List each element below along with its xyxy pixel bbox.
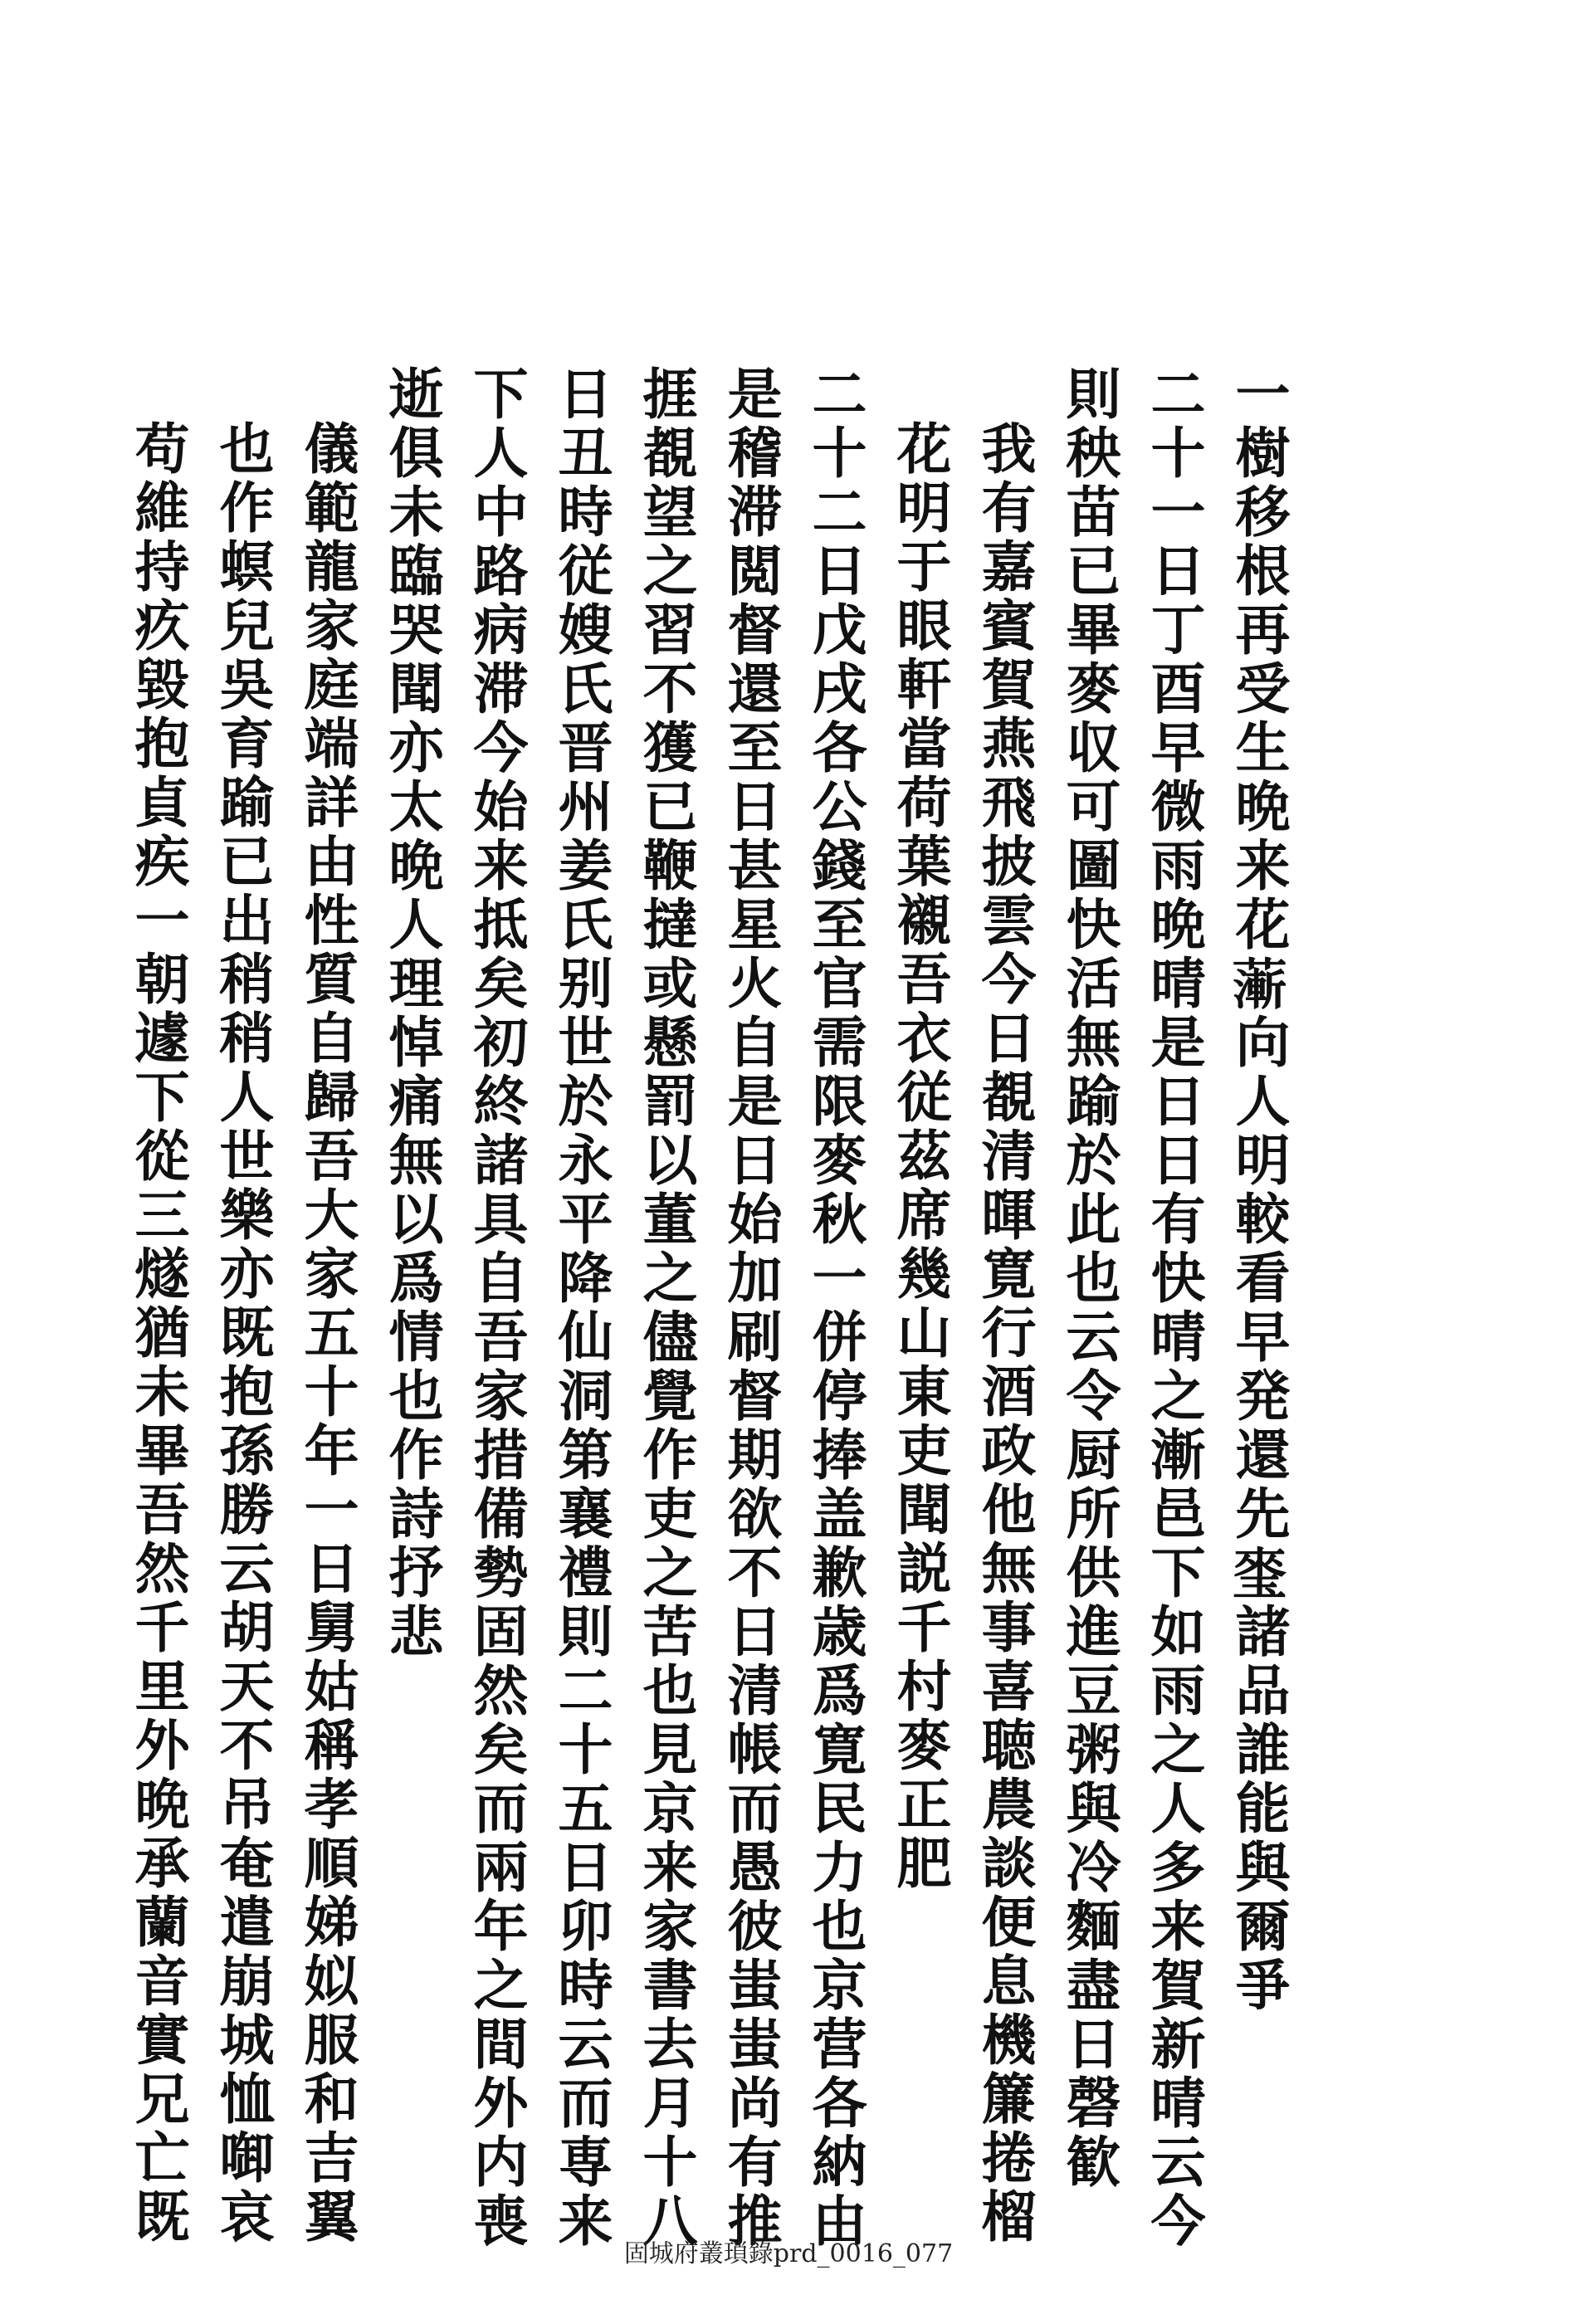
text-column: 二十一日丁酉早微雨晩晴是日日有快晴之漸邑下如雨之人多来賀新晴云今 <box>1141 365 1206 2251</box>
text-column: 花明于眼軒當荷葉襯吾衣従茲席幾山東吏聞説千村麥正肥 <box>887 420 952 1893</box>
text-column: 則秧苗已畢麥収可圖快活無踰於此也云令厨所供進豆粥與冷麵盡日磬歓 <box>1057 365 1121 2192</box>
text-column: 儀範龍家庭端詳由性質自歸吾大家五十年一日舅姑稱孝順娣姒服和吉翼 <box>295 420 359 2247</box>
page-caption: 固城府叢瑣錄prd_0016_077 <box>623 2239 954 2268</box>
text-column: 二十二日戊戌各公錢至官需限麥秋一併停捧盖歉歳爲寛民力也京营各納由 <box>803 365 867 2251</box>
text-column: 苟維持疚毀抱貞疾一朝遽下從三燧猶未畢吾然千里外晩承蘭音實兄亡既 <box>125 420 190 2247</box>
text-column: 下人中路病滞今始来抵矣初終諸具自吾家措備勢固然矣而兩年之間外内喪 <box>464 365 529 2251</box>
text-column: 日丑時従嫂氏晋州姜氏别世於永平降仙洞第襄禮則二十五日卯時云而専来 <box>549 365 613 2251</box>
text-column: 捱覩望之習不獲已鞭撻或懸罰以董之儘覺作吏之苦也見京来家書去月十八 <box>633 365 698 2251</box>
vertical-text-block <box>121 365 1295 2251</box>
text-column: 一樹移根再受生晩来花𦾶向人明較看早発還先𤦃諸品誰能與爾爭 <box>1226 365 1291 2015</box>
text-column: 逝俱未臨哭聞亦太晩人理悼痛無以爲情也作詩抒悲 <box>379 365 444 1662</box>
text-column: 我有嘉賓賀燕飛披雲今日覩清暉寛行酒政他無事喜聴農談便息機簾捲榴 <box>972 420 1037 2247</box>
text-column: 也作螟兒吳育踰已出稍稍人世樂亦既抱孫勝云胡天不吊奄遣崩城恤啣哀 <box>210 420 275 2247</box>
text-column: 是稽滞閲督還至日甚星火自是日始加刷督期欲不日清帳而愚彼蚩蚩尚有推 <box>718 365 783 2251</box>
